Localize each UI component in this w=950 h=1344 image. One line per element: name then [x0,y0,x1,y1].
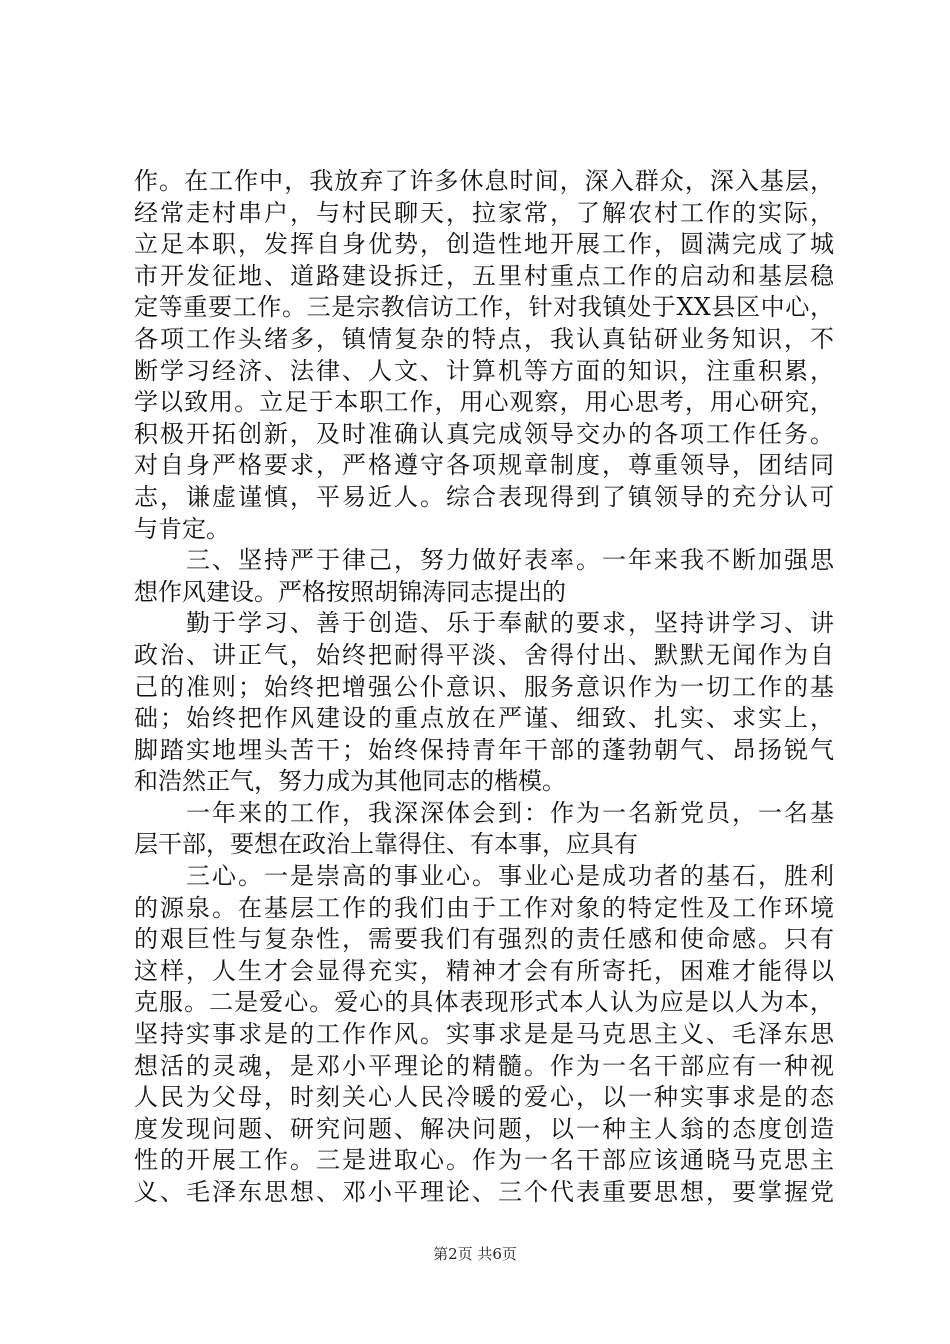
text-line: 各项工作头绪多，镇情复杂的特点，我认真钻研业务知识，不 [134,324,834,353]
text-line: 层干部，要想在政治上靠得住、有本事，应具有 [134,830,638,859]
text-line: 志，谦虚谨慎，平易近人。综合表现得到了镇领导的充分认可 [134,482,834,511]
text-line: 度发现问题、研究问题、解决问题，以一种主人翁的态度创造 [134,1114,834,1143]
text-line: 想活的灵魂，是邓小平理论的精髓。作为一名干部应有一种视 [134,1051,834,1080]
text-line: 定等重要工作。三是宗教信访工作，针对我镇处于XX县区中心， [134,293,834,322]
text-line: 义、毛泽东思想、邓小平理论、三个代表重要思想，要掌握党 [134,1178,834,1206]
text-line: 与肯定。 [134,514,230,543]
text-line: 作。在工作中，我放弃了许多休息时间，深入群众，深入基层， [134,167,834,195]
text-line: 积极开拓创新，及时准确认真完成领导交办的各项工作任务。 [134,419,834,448]
text-line: 人民为父母，时刻关心人民冷暖的爱心，以一种实事求是的态 [134,1083,834,1112]
text-line: 市开发征地、道路建设拆迁，五里村重点工作的启动和基层稳 [134,261,834,290]
text-line: 立足本职，发挥自身优势，创造性地开展工作，圆满完成了城 [134,230,834,259]
text-line: 这样，人生才会显得充实，精神才会有所寄托，困难才能得以 [134,956,834,985]
text-line: 三心。一是崇高的事业心。事业心是成功者的基石，胜利 [134,862,834,891]
text-line: 经常走村串户，与村民聊天，拉家常，了解农村工作的实际， [134,198,834,227]
text-line: 和浩然正气，努力成为其他同志的楷模。 [134,767,566,796]
text-line: 性的开展工作。三是进取心。作为一名干部应该通晓马克思主 [134,1146,834,1175]
text-line: 己的准则；始终把增强公仆意识、服务意识作为一切工作的基 [134,672,834,701]
text-line: 础；始终把作风建设的重点放在严谨、细致、扎实、求实上， [134,704,834,733]
text-line: 学以致用。立足于本职工作，用心观察，用心思考，用心研究， [134,388,834,417]
text-line: 脚踏实地埋头苦干；始终保持青年干部的蓬勃朝气、昂扬锐气 [134,735,834,764]
text-line: 的源泉。在基层工作的我们由于工作对象的特定性及工作环境 [134,893,834,922]
text-line: 三、坚持严于律己，努力做好表率。一年来我不断加强思 [134,546,834,575]
document-body [134,166,834,1209]
text-line: 对自身严格要求，严格遵守各项规章制度，尊重领导，团结同 [134,451,834,480]
text-line: 坚持实事求是的工作作风。实事求是是马克思主义、毛泽东思 [134,1020,834,1049]
text-line: 想作风建设。严格按照胡锦涛同志提出的 [134,577,566,606]
text-line: 断学习经济、法律、人文、计算机等方面的知识，注重积累， [134,356,834,385]
text-line: 一年来的工作，我深深体会到：作为一名新党员，一名基 [134,798,834,827]
text-line: 的艰巨性与复杂性，需要我们有强烈的责任感和使命感。只有 [134,925,834,954]
text-line: 政治、讲正气，始终把耐得平淡、舍得付出、默默无闻作为自 [134,640,834,669]
page-footer: 第2页 共6页 [433,1245,517,1263]
text-line: 克服。二是爱心。爱心的具体表现形式本人认为应是以人为本， [134,988,834,1017]
text-line: 勤于学习、善于创造、乐于奉献的要求，坚持讲学习、讲 [134,609,834,638]
